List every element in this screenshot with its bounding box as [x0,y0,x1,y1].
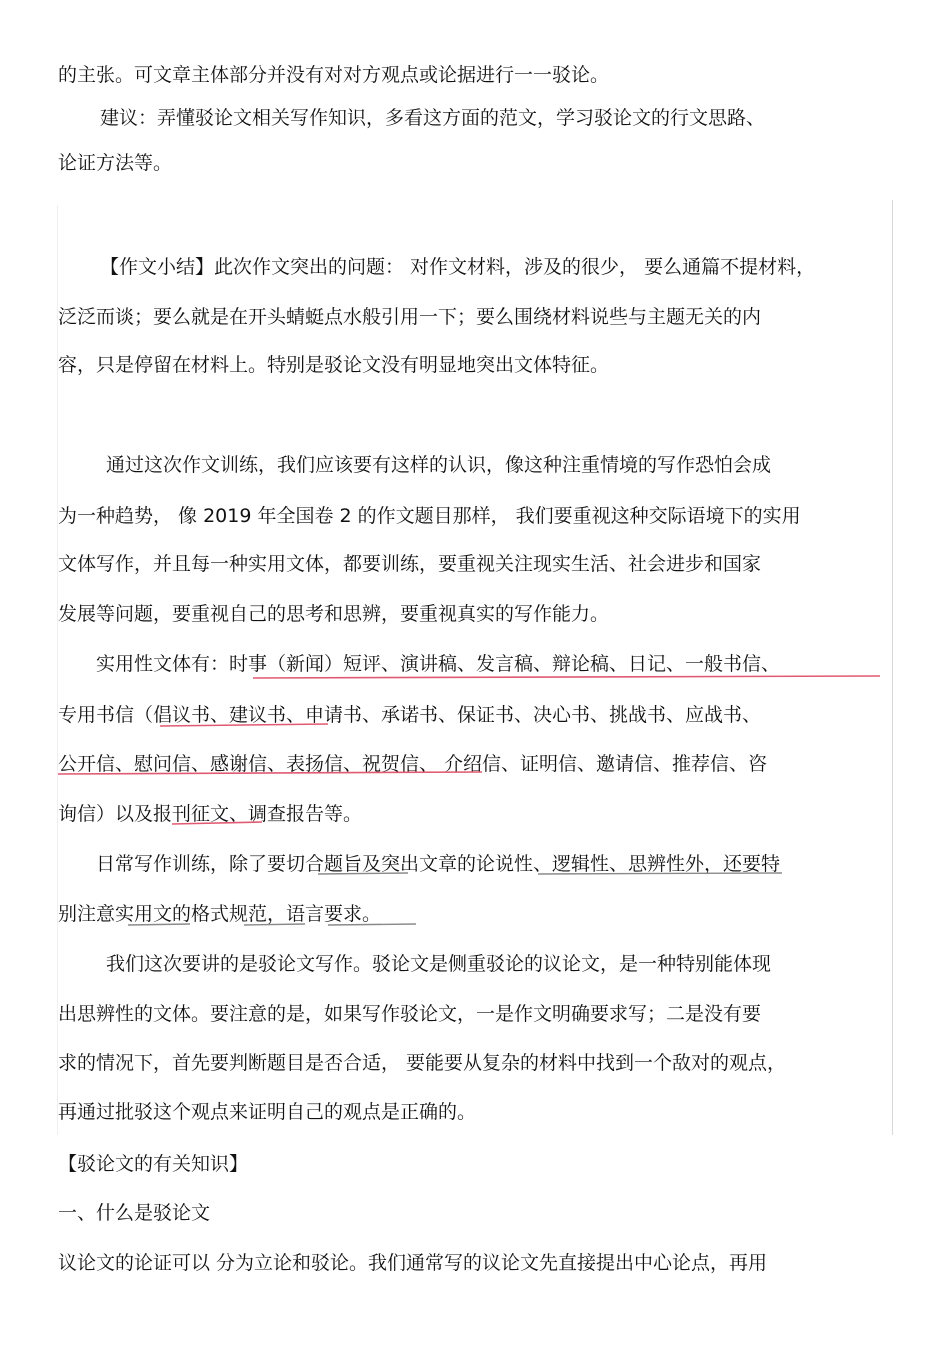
red-underline-1 [253,676,880,678]
text-line-10: 发展等问题，要重视自己的思考和思辨，要重视真实的写作能力。 [58,603,610,625]
text-line-8: 为一种趋势， 像 2019 年全国卷 2 的作文题目那样， 我们要重视这种交际语境下的实用 [58,505,801,527]
text-line-1: 的主张。可文章主体部分并没有对对方观点或论据进行一一驳论。 [58,64,610,86]
text-line-11: 实用性文体有：时事（新闻）短评、演讲稿、发言稿、辩论稿、日记、一般书信、 [96,653,781,675]
text-line-19: 求的情况下，首先要判断题目是否合适， 要能要从复杂的材料中找到一个敌对的观点， [58,1052,787,1074]
text-line-17: 我们这次要讲的是驳论文写作。驳论文是侧重驳论的议论文，是一种特别能体现 [106,953,772,975]
subsection-heading: 一、什么是驳论文 [58,1202,211,1224]
gray-underline-2 [538,873,782,874]
gray-underline-3 [128,924,190,925]
gray-underline-4 [244,924,305,925]
section-heading: 【驳论文的有关知识】 [58,1153,249,1175]
text-line-14: 询信）以及报刊征文、调查报告等。 [58,803,363,825]
text-line-7: 通过这次作文训练，我们应该要有这样的认识，像这种注重情境的写作恐怕会成 [106,454,772,476]
text-line-16: 别注意实用文的格式规范，语言要求。 [58,903,382,925]
text-line-6: 容，只是停留在材料上。特别是驳论文没有明显地突出文体特征。 [58,354,610,376]
text-line-23: 议论文的论证可以 分为立论和驳论。我们通常写的议论文先直接提出中心论点，再用 [58,1252,768,1274]
gray-underline-5 [328,924,416,925]
text-line-4: 【作文小结】此次作文突出的问题： 对作文材料，涉及的很少， 要么通篇不提材料， [100,256,816,278]
gray-underline-1 [318,873,408,874]
text-line-13: 公开信、慰问信、感谢信、表扬信、祝贺信、 介绍信、证明信、邀请信、推荐信、咨 [58,753,768,775]
text-line-2: 建议：弄懂驳论文相关写作知识，多看这方面的范文，学习驳论文的行文思路、 [100,107,766,129]
red-underline-4 [172,822,262,824]
text-line-12: 专用书信（倡议书、建议书、申请书、承诺书、保证书、决心书、挑战书、应战书、 [58,704,762,726]
text-line-9: 文体写作，并且每一种实用文体，都要训练，要重视关注现实生活、社会进步和国家 [58,553,762,575]
text-line-18: 出思辨性的文体。要注意的是，如果写作驳论文，一是作文明确要求写；二是没有要 [58,1003,762,1025]
red-underline-3 [58,772,482,774]
text-line-15: 日常写作训练，除了要切合题旨及突出文章的论说性、逻辑性、思辨性外，还要特 [96,853,781,875]
red-underline-2 [160,724,328,726]
text-line-3: 论证方法等。 [58,152,173,174]
text-line-20: 再通过批驳这个观点来证明自己的观点是正确的。 [58,1101,477,1123]
text-line-5: 泛泛而谈；要么就是在开头蜻蜓点水般引用一下；要么围绕材料说些与主题无关的内 [58,306,762,328]
